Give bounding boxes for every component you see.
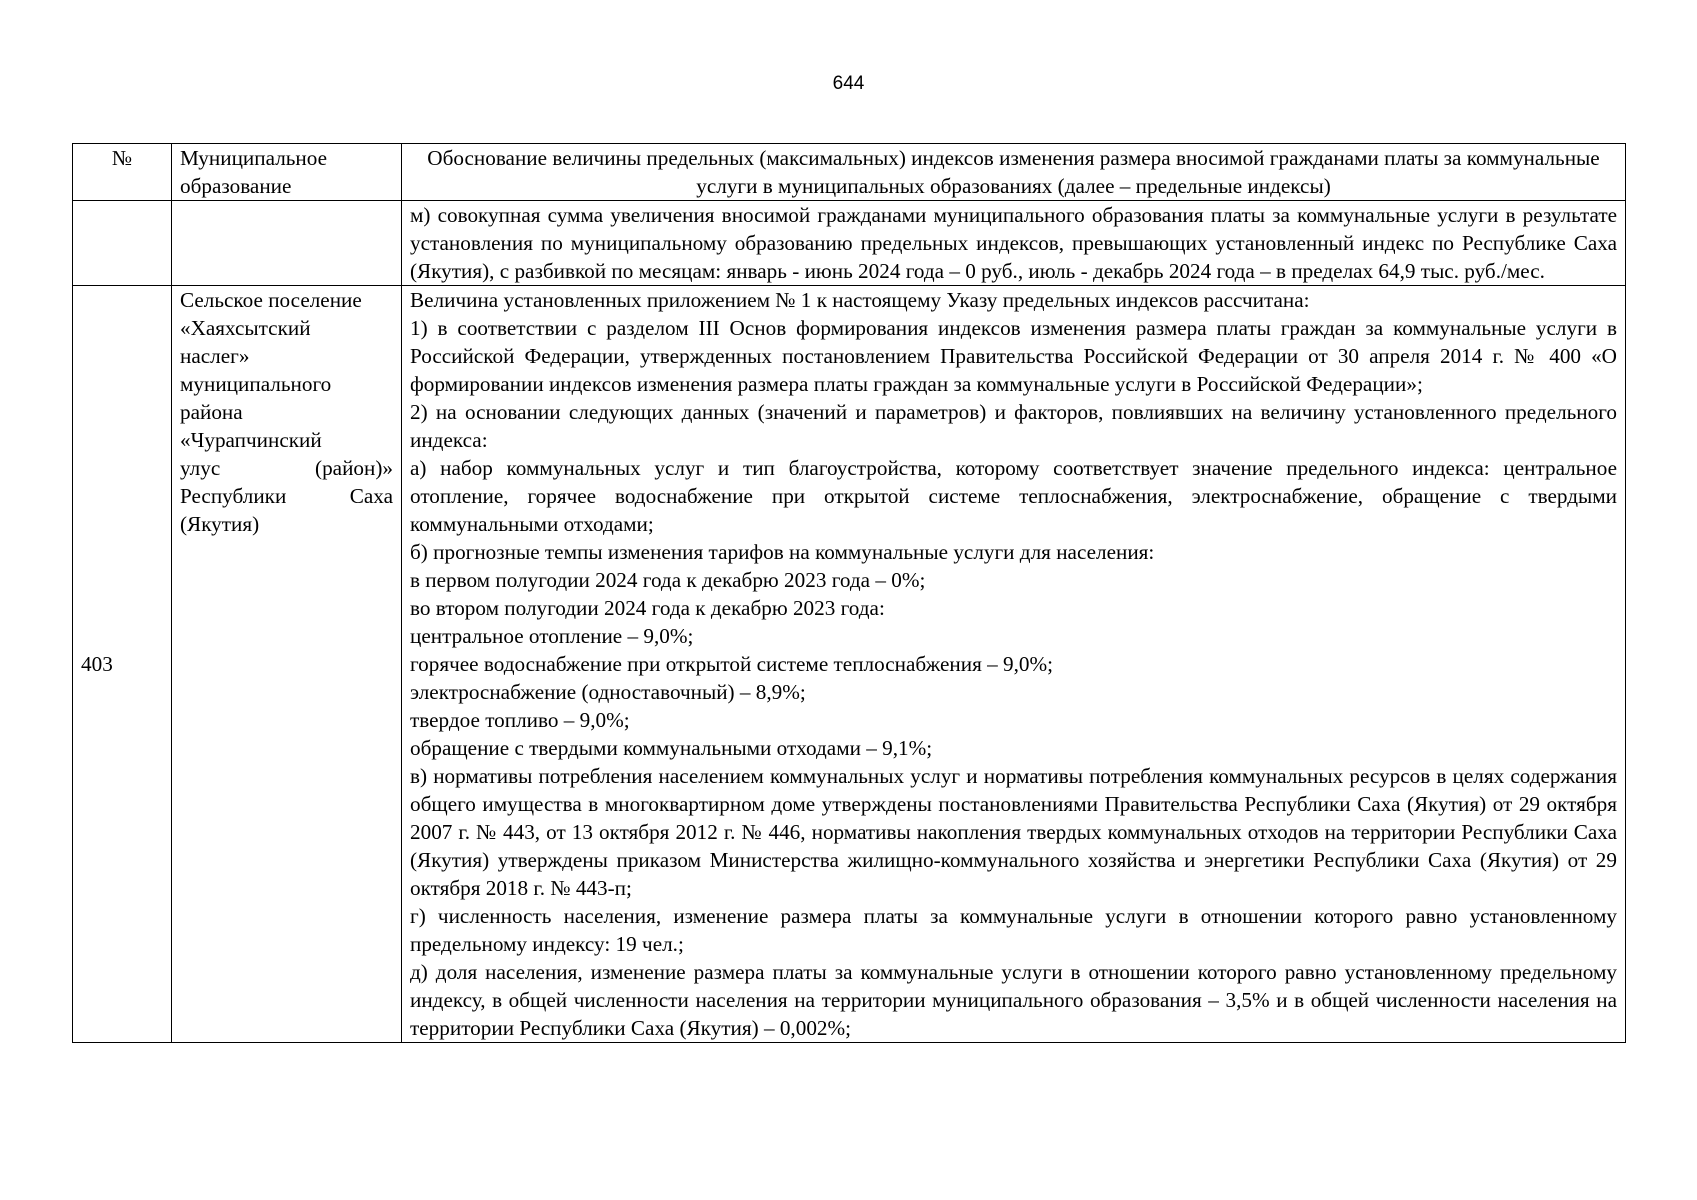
paragraph: 1) в соответствии с разделом III Основ формирования индексов изменения размера платы граждан за коммунальные услуги в Российской Федерации, утвержденных постановлением Правительства Российской Федерации от 30 апреля 2014 г. № 400 «О формировании индексов изменения размера платы граждан за коммунальные услуги в Российской Федерации»;: [410, 316, 1617, 396]
municipality-line: района: [180, 400, 243, 424]
header-municipality: Муниципальное образование: [172, 144, 402, 201]
paragraph: в) нормативы потребления населением коммунальных услуг и нормативы потребления коммунальных ресурсов в целях содержания общего имущества в многоквартирном доме утверждены постановлениями Правительства Республики Саха (Якутия) от 29 октября 2007 г. № 443, от 13 октября 2012 г. № 446, нормативы накопления твердых коммунальных отходов на территории Республики Саха (Якутия) утверждены приказом Министерства жилищно-коммунального хозяйства и энергетики Республики Саха (Якутия) от 29 октября 2018 г. № 443-п;: [410, 764, 1617, 900]
paragraph: д) доля населения, изменение размера платы за коммунальные услуги в отношении которого равно установленному предельному индексу, в общей численности населения на территории муниципального образования – 3,5% и в общей численности населения на территории Республики Саха (Якутия) – 0,002%;: [410, 960, 1617, 1040]
table-header-row: [73, 144, 1626, 201]
continued-municipality-cell: [172, 201, 402, 286]
table-row-continued: [73, 201, 1626, 286]
paragraph: во втором полугодии 2024 года к декабрю 2023 года:: [410, 596, 885, 620]
municipality-line: улус (район)»: [180, 456, 393, 480]
paragraph: 2) на основании следующих данных (значений и параметров) и факторов, повлиявших на величину установленного предельного индекса:: [410, 400, 1617, 452]
municipality-line: (Якутия): [180, 512, 260, 536]
paragraph: электроснабжение (одноставочный) – 8,9%;: [410, 680, 806, 704]
municipality-line: «Чурапчинский: [180, 428, 322, 452]
municipality-line: Республики Саха: [180, 484, 393, 508]
paragraph: горячее водоснабжение при открытой системе теплоснабжения – 9,0%;: [410, 652, 1054, 676]
justification-cell: [402, 286, 1626, 1043]
header-justification: Обоснование величины предельных (максимальных) индексов изменения размера вносимой гражданами платы за коммунальные услуги в муниципальных образованиях (далее – предельные индексы): [402, 144, 1626, 201]
paragraph: а) набор коммунальных услуг и тип благоустройства, которому соответствует значение предельного индекса: центральное отопление, горячее водоснабжение при открытой системе теплоснабжения, электроснабжение, обращение с твердыми коммунальными отходами;: [410, 456, 1617, 536]
paragraph: в первом полугодии 2024 года к декабрю 2023 года – 0%;: [410, 568, 926, 592]
municipality-line: наслег»: [180, 344, 250, 368]
continued-justification-cell: [402, 201, 1626, 286]
row-number: 403: [73, 286, 172, 1043]
municipality-line: Сельское поселение: [180, 288, 362, 312]
tariff-justification-table: [72, 143, 1626, 1043]
paragraph: центральное отопление – 9,0%;: [410, 624, 694, 648]
municipality-line: муниципального: [180, 372, 332, 396]
paragraph: обращение с твердыми коммунальными отходами – 9,1%;: [410, 736, 933, 760]
paragraph: г) численность населения, изменение размера платы за коммунальные услуги в отношении которого равно установленному предельному индексу: 19 чел.;: [410, 904, 1617, 956]
page-number: 644: [832, 73, 865, 94]
paragraph: твердое топливо – 9,0%;: [410, 708, 630, 732]
paragraph: м) совокупная сумма увеличения вносимой гражданами муниципального образования платы за коммунальные услуги в результате установления по муниципальному образованию предельных индексов, превышающих установленный индекс по Республике Саха (Якутия), с разбивкой по месяцам: январь - июнь 2024 года – 0 руб., июль - декабрь 2024 года – в пределах 64,9 тыс. руб./мес.: [410, 203, 1617, 283]
paragraph: б) прогнозные темпы изменения тарифов на коммунальные услуги для населения:: [410, 540, 1155, 564]
table-row-403: [73, 286, 1626, 1043]
municipality-line: «Хаяхсытский: [180, 316, 311, 340]
header-number: №: [73, 144, 172, 201]
continued-number-cell: [73, 201, 172, 286]
municipality-cell: [172, 286, 402, 1043]
paragraph: Величина установленных приложением № 1 к настоящему Указу предельных индексов рассчитана:: [410, 288, 1310, 312]
